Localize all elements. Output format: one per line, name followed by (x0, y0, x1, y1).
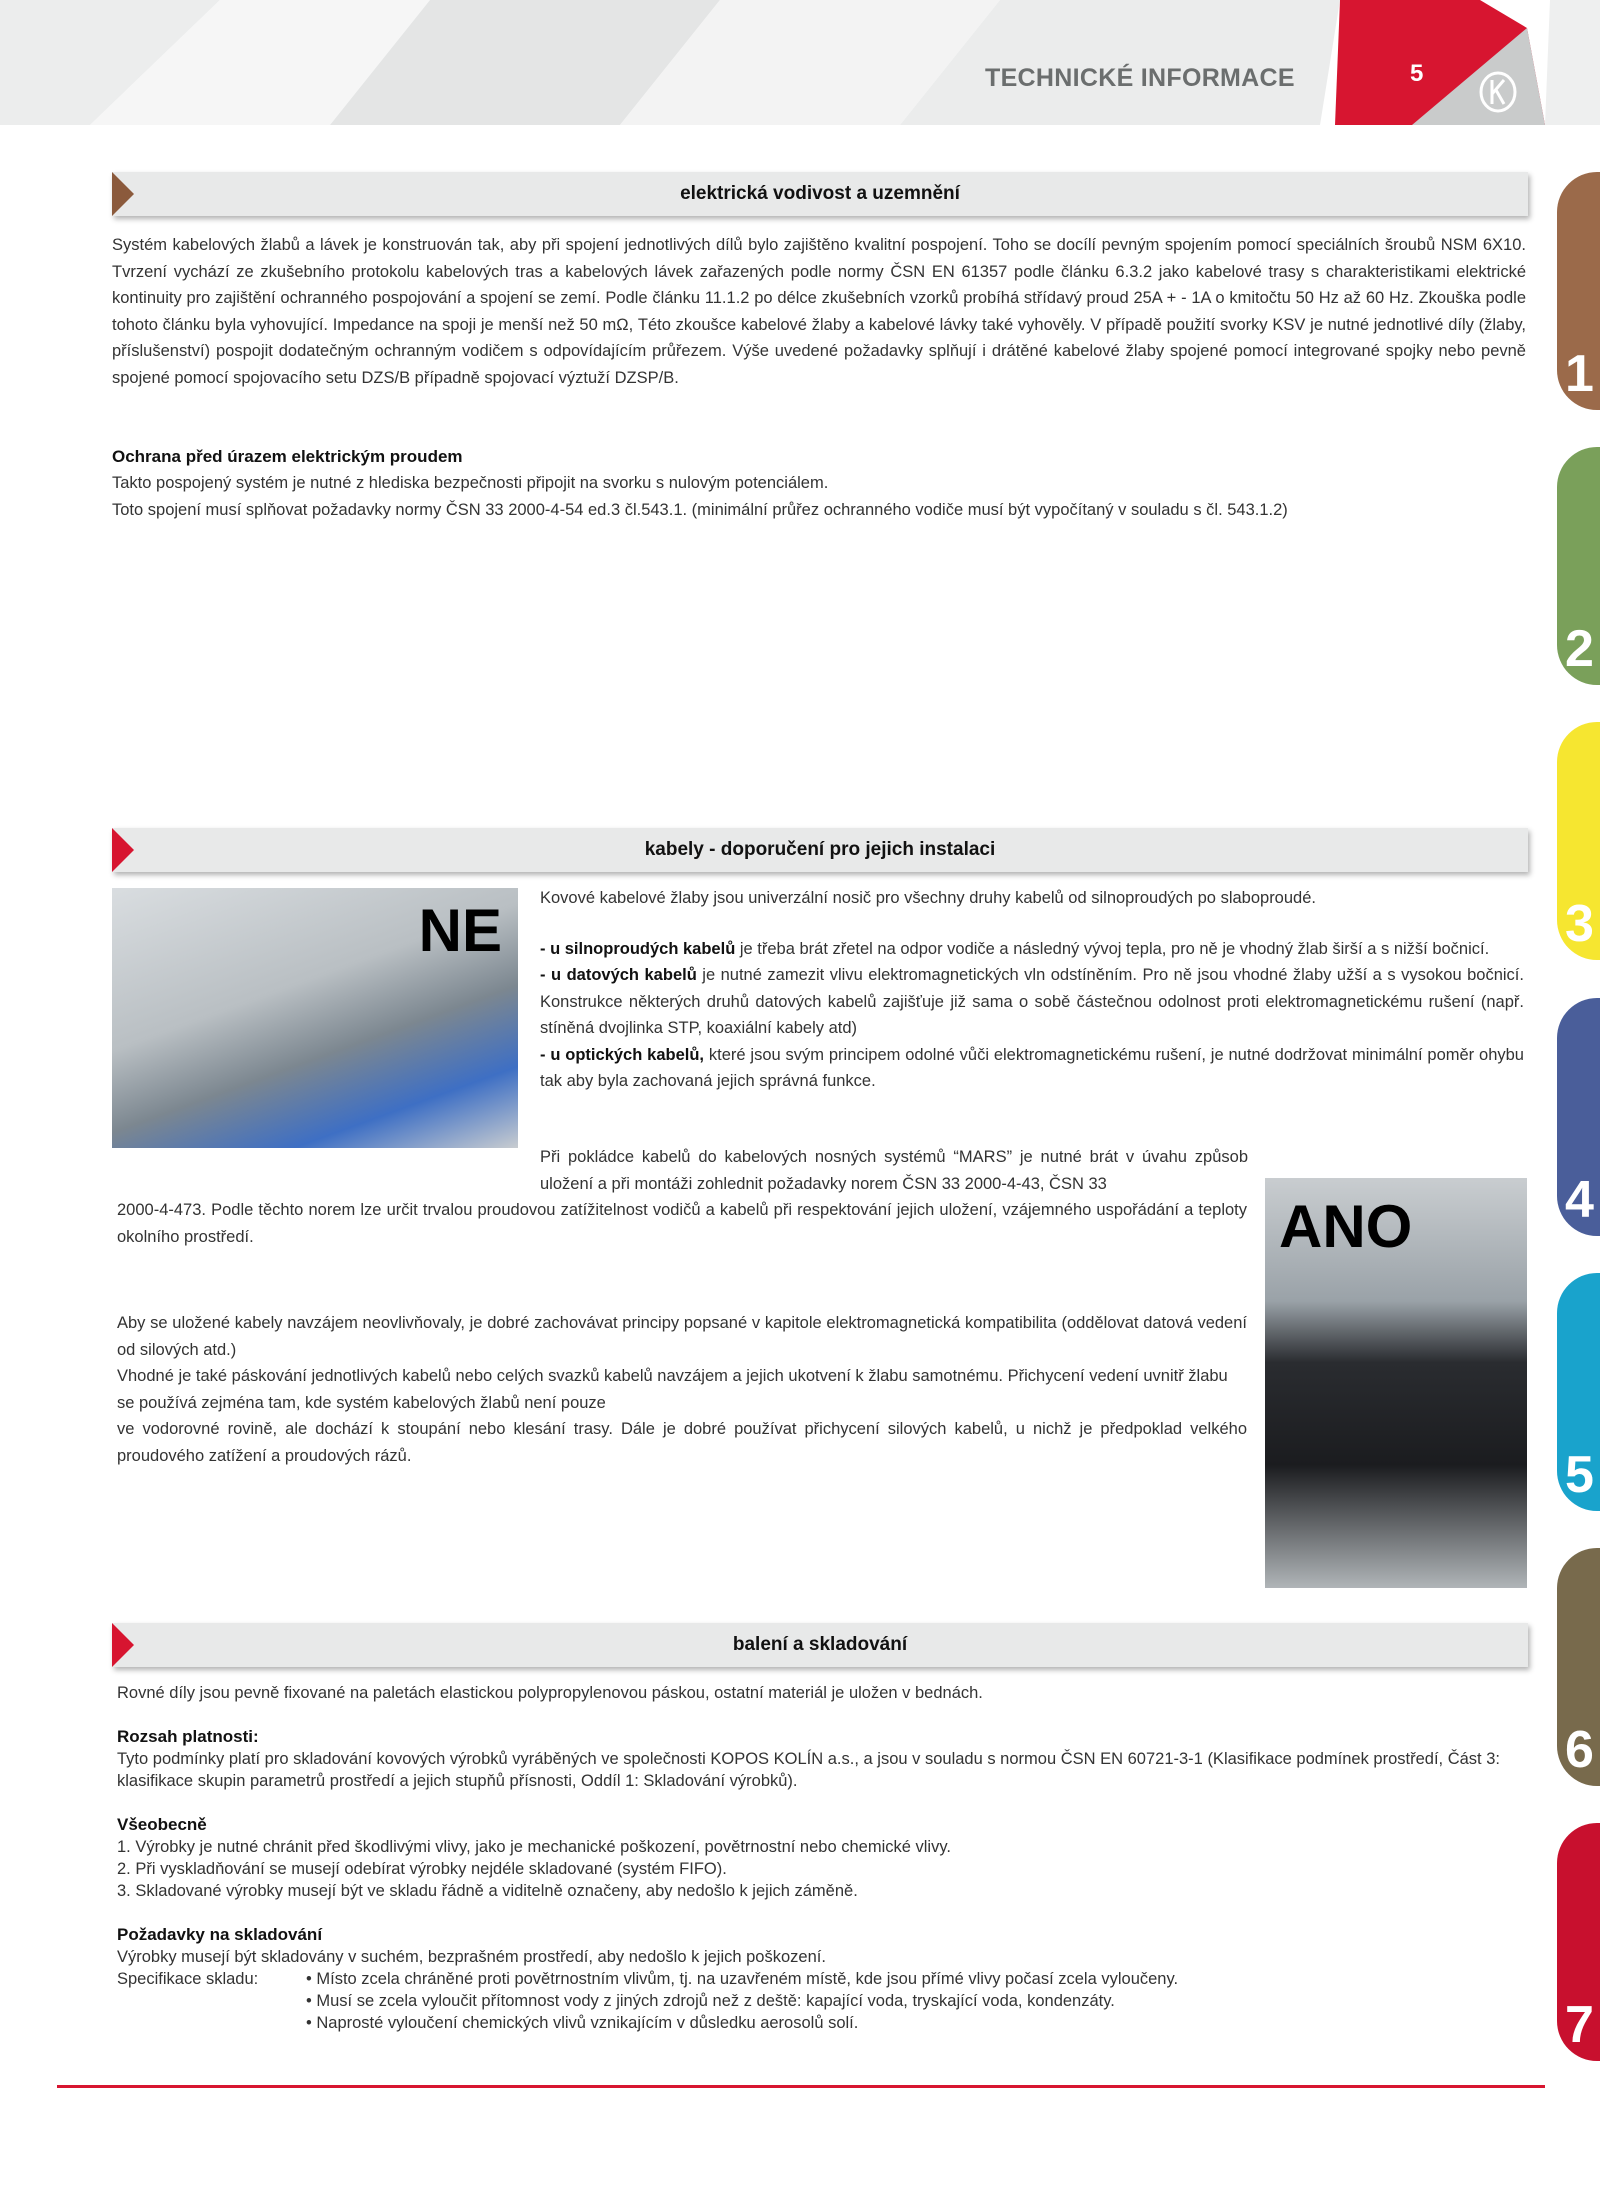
packaging-intro: Rovné díly jsou pevně fixované na paletách elastickou polypropylenovou páskou, ostatní materiál je uložen v bednách. (117, 1684, 983, 1702)
cable-type-label: - u optických kabelů, (540, 1045, 705, 1064)
spec-item: • Naprosté vyloučení chemických vlivů vznikajícím v důsledku aerosolů solí. (306, 2014, 859, 2032)
side-tab-6[interactable] (1557, 1548, 1600, 1786)
cable-type-item (540, 962, 1524, 1042)
tab-label: 1 (1565, 345, 1594, 403)
section-arrow-icon (112, 1623, 134, 1667)
protection-heading: Ochrana před úrazem elektrickým proudem (112, 447, 463, 466)
spec-label: Specifikace skladu: (117, 1970, 259, 1988)
page-number: 5 (1410, 60, 1424, 87)
photo-incorrect-installation (112, 888, 518, 1148)
cable-type-item (540, 936, 1524, 963)
emc-paragraph: Aby se uložené kabely navzájem neovlivňovaly, je dobré zachovávat principy popsané v kapitole elektromagnetická kompatibilita (oddělovat datová vedení od silových atd.) (117, 1314, 1247, 1359)
cables-intro: Kovové kabelové žlaby jsou univerzální nosič pro všechny druhy kabelů od silnoproudých po slaboproudé. (540, 889, 1316, 907)
photo-correct-installation (1265, 1178, 1527, 1588)
footer-divider (57, 2085, 1545, 2088)
side-tab-3[interactable] (1557, 722, 1600, 960)
general-item: 1. Výrobky je nutné chránit před škodlivými vlivy, jako je mechanické poškození, povětrnostní nebo chemické vlivy. (117, 1838, 951, 1856)
cable-type-text: které jsou svým principem odolné vůči elektromagnetickému rušení, je nutné dodržovat minimální poměr ohybu tak aby byla zachovaná jejich správná funkce. (540, 1045, 1524, 1090)
page-header (0, 0, 1600, 125)
protection-block (112, 444, 1526, 523)
protection-line: Takto pospojený systém je nutné z hlediska bezpečnosti připojit na svorku s nulovým potenciálem. (112, 474, 829, 492)
section-header-packaging (112, 1623, 1528, 1667)
section-arrow-icon (112, 172, 134, 216)
general-item: 2. Při vyskladňování se musejí odebírat výrobky nejdéle skladované (systém FIFO). (117, 1860, 727, 1878)
general-item: 3. Skladované výrobky musejí být ve skladu řádně a viditelně označeny, aby nedošlo k jejich záměně. (117, 1882, 858, 1900)
tab-label: 3 (1565, 895, 1594, 953)
section-title: balení a skladování (732, 1634, 908, 1655)
cable-type-text: je nutné zamezit vlivu elektromagnetických vln odstíněním. Pro ně jsou vhodné žlaby užší a s vysokou bočnicí. Konstrukce některých druhů datových kabelů zajišťuje již sama o sobě částečnou odolnost proti elektromagnetickému rušení (např. stíněná dvojlinka STP, koaxiální kabely atd) (540, 966, 1524, 1037)
kopos-logo-icon (1478, 70, 1518, 114)
scope-text: Tyto podmínky platí pro skladování kovových výrobků vyráběných ve společnosti KOPOS KOLÍN a.s., a jsou v souladu s normou ČSN EN 60721-3-1 (Klasifikace podmínek prostředí, Část 3: klasifikace skupin parametrů prostředí a jejich stupňů přísnosti, Oddíl 1: Skladování výrobků). (117, 1750, 1500, 1790)
requirements-heading: Požadavky na skladování (117, 1925, 323, 1944)
cable-type-label: - u silnoproudých kabelů (540, 939, 736, 958)
fixing-paragraph-b: ve vodorovné rovině, ale dochází k stoupání nebo klesání trasy. Dále je dobré používat přichycení silových kabelů, u nichž je předpoklad velkého proudového zatížení a proudových rázů. (117, 1420, 1247, 1465)
photo-label-ano: ANO (1279, 1193, 1413, 1260)
tab-label: 5 (1565, 1446, 1594, 1504)
tab-label: 7 (1565, 1996, 1594, 2054)
packaging-block (117, 1682, 1527, 2034)
conductivity-body: Systém kabelových žlabů a lávek je konstruován tak, aby při spojení jednotlivých dílů bylo zajištěno kvalitní pospojení. Toho se docílí pevným spojením pomocí speciálních šroubů NSM 6X10. Tvrzení vychází ze zkušebního protokolu kabelových tras a kabelových lávek zařazených podle normy ČSN EN 61357 podle článku 6.3.2 jako kabelové trasy s charakteristikami elektrické kontinuity pro zajištění ochranného pospojování a spojení se zemí. Podle článku 11.1.2 po délce zkušebních vzorků probíhá střídavý proud 25A + - 1A o kmitočtu 50 Hz až 60 Hz. Zkouška podle tohoto článku byla vyhovující. Impedance na spoji je menší než 50 mΩ, Této zkoušce kabelové žlaby a kabelové lávky také vyhověly. V případě použití svorky KSV je nutné jednotlivé díly (žlaby, příslušenství) pospojit dodatečným ochranným vodičem s odpovídajícím průřezem. Výše uvedené požadavky splňují i drátěné kabelové žlaby spojené pomocí integrované spojky nebo pevně spojené pomocí spojovacího setu DZS/B případně spojovací výztuží DZSP/B. (112, 236, 1526, 387)
fixing-paragraph-a: Vhodné je také páskování jednotlivých kabelů nebo celých svazků kabelů navzájem a jejich ukotvení k žlabu samotnému. Přichycení vedení uvnitř žlabu se používá zejména tam, kde systém kabelových žlabů není pouze (117, 1367, 1228, 1412)
tab-label: 2 (1565, 620, 1594, 678)
header-background-pattern (0, 0, 1600, 125)
spec-row (117, 1968, 1527, 2034)
section-header-cables (112, 828, 1528, 872)
mars-paragraph-rest: 2000-4-473. Podle těchto norem lze určit trvalou proudovou zatížitelnost vodičů a kabelů při respektování jejich uložení, vzájemného uspořádání a teploty okolního prostředí. (117, 1201, 1247, 1246)
side-tab-7[interactable] (1557, 1823, 1600, 2061)
section-title: kabely - doporučení pro jejich instalaci (644, 839, 996, 860)
spec-item: • Musí se zcela vyloučit přítomnost vody z jiných zdrojů než z deště: kapající voda, tryskající voda, kondenzáty. (306, 1992, 1115, 2010)
cable-type-label: - u datových kabelů (540, 966, 697, 984)
side-tab-5[interactable] (1557, 1273, 1600, 1511)
requirements-text: Výrobky musejí být skladovány v suchém, bezprašném prostředí, aby nedošlo k jejich poškození. (117, 1948, 826, 1966)
cables-intro-block (540, 885, 1524, 1095)
general-heading: Všeobecně (117, 1815, 207, 1834)
header-title: TECHNICKÉ INFORMACE (985, 64, 1295, 92)
scope-heading: Rozsah platnosti: (117, 1727, 259, 1746)
section-title: elektrická vodivost a uzemnění (680, 183, 960, 204)
photo-label-ne: NE (418, 897, 502, 964)
side-tab-4[interactable] (1557, 998, 1600, 1236)
protection-line: Toto spojení musí splňovat požadavky normy ČSN 33 2000-4-54 ed.3 čl.543.1. (minimální průřez ochranného vodiče musí být vypočítaný v souladu s čl. 543.1.2) (112, 500, 1288, 519)
tab-label: 4 (1565, 1171, 1594, 1229)
cable-type-item (540, 1042, 1524, 1095)
section-header-conductivity (112, 172, 1528, 216)
cable-type-text: je třeba brát zřetel na odpor vodiče a následný vývoj tepla, pro ně je vhodný žlab širší a s nižší bočnicí. (735, 939, 1490, 958)
side-tab-1[interactable] (1557, 172, 1600, 410)
side-tab-2[interactable] (1557, 447, 1600, 685)
mars-paragraph-start: Při pokládce kabelů do kabelových nosných systémů “MARS” je nutné brát v úvahu způsob uložení a při montáži zohlednit požadavky norem ČSN 33 2000-4-43, ČSN 33 (540, 1148, 1248, 1193)
tab-label: 6 (1565, 1721, 1594, 1779)
section-arrow-icon (112, 828, 134, 872)
spec-item: • Místo zcela chráněné proti povětrnostním vlivům, tj. na uzavřeném místě, kde jsou přímé vlivy počasí zcela vyloučeny. (306, 1970, 1179, 1988)
